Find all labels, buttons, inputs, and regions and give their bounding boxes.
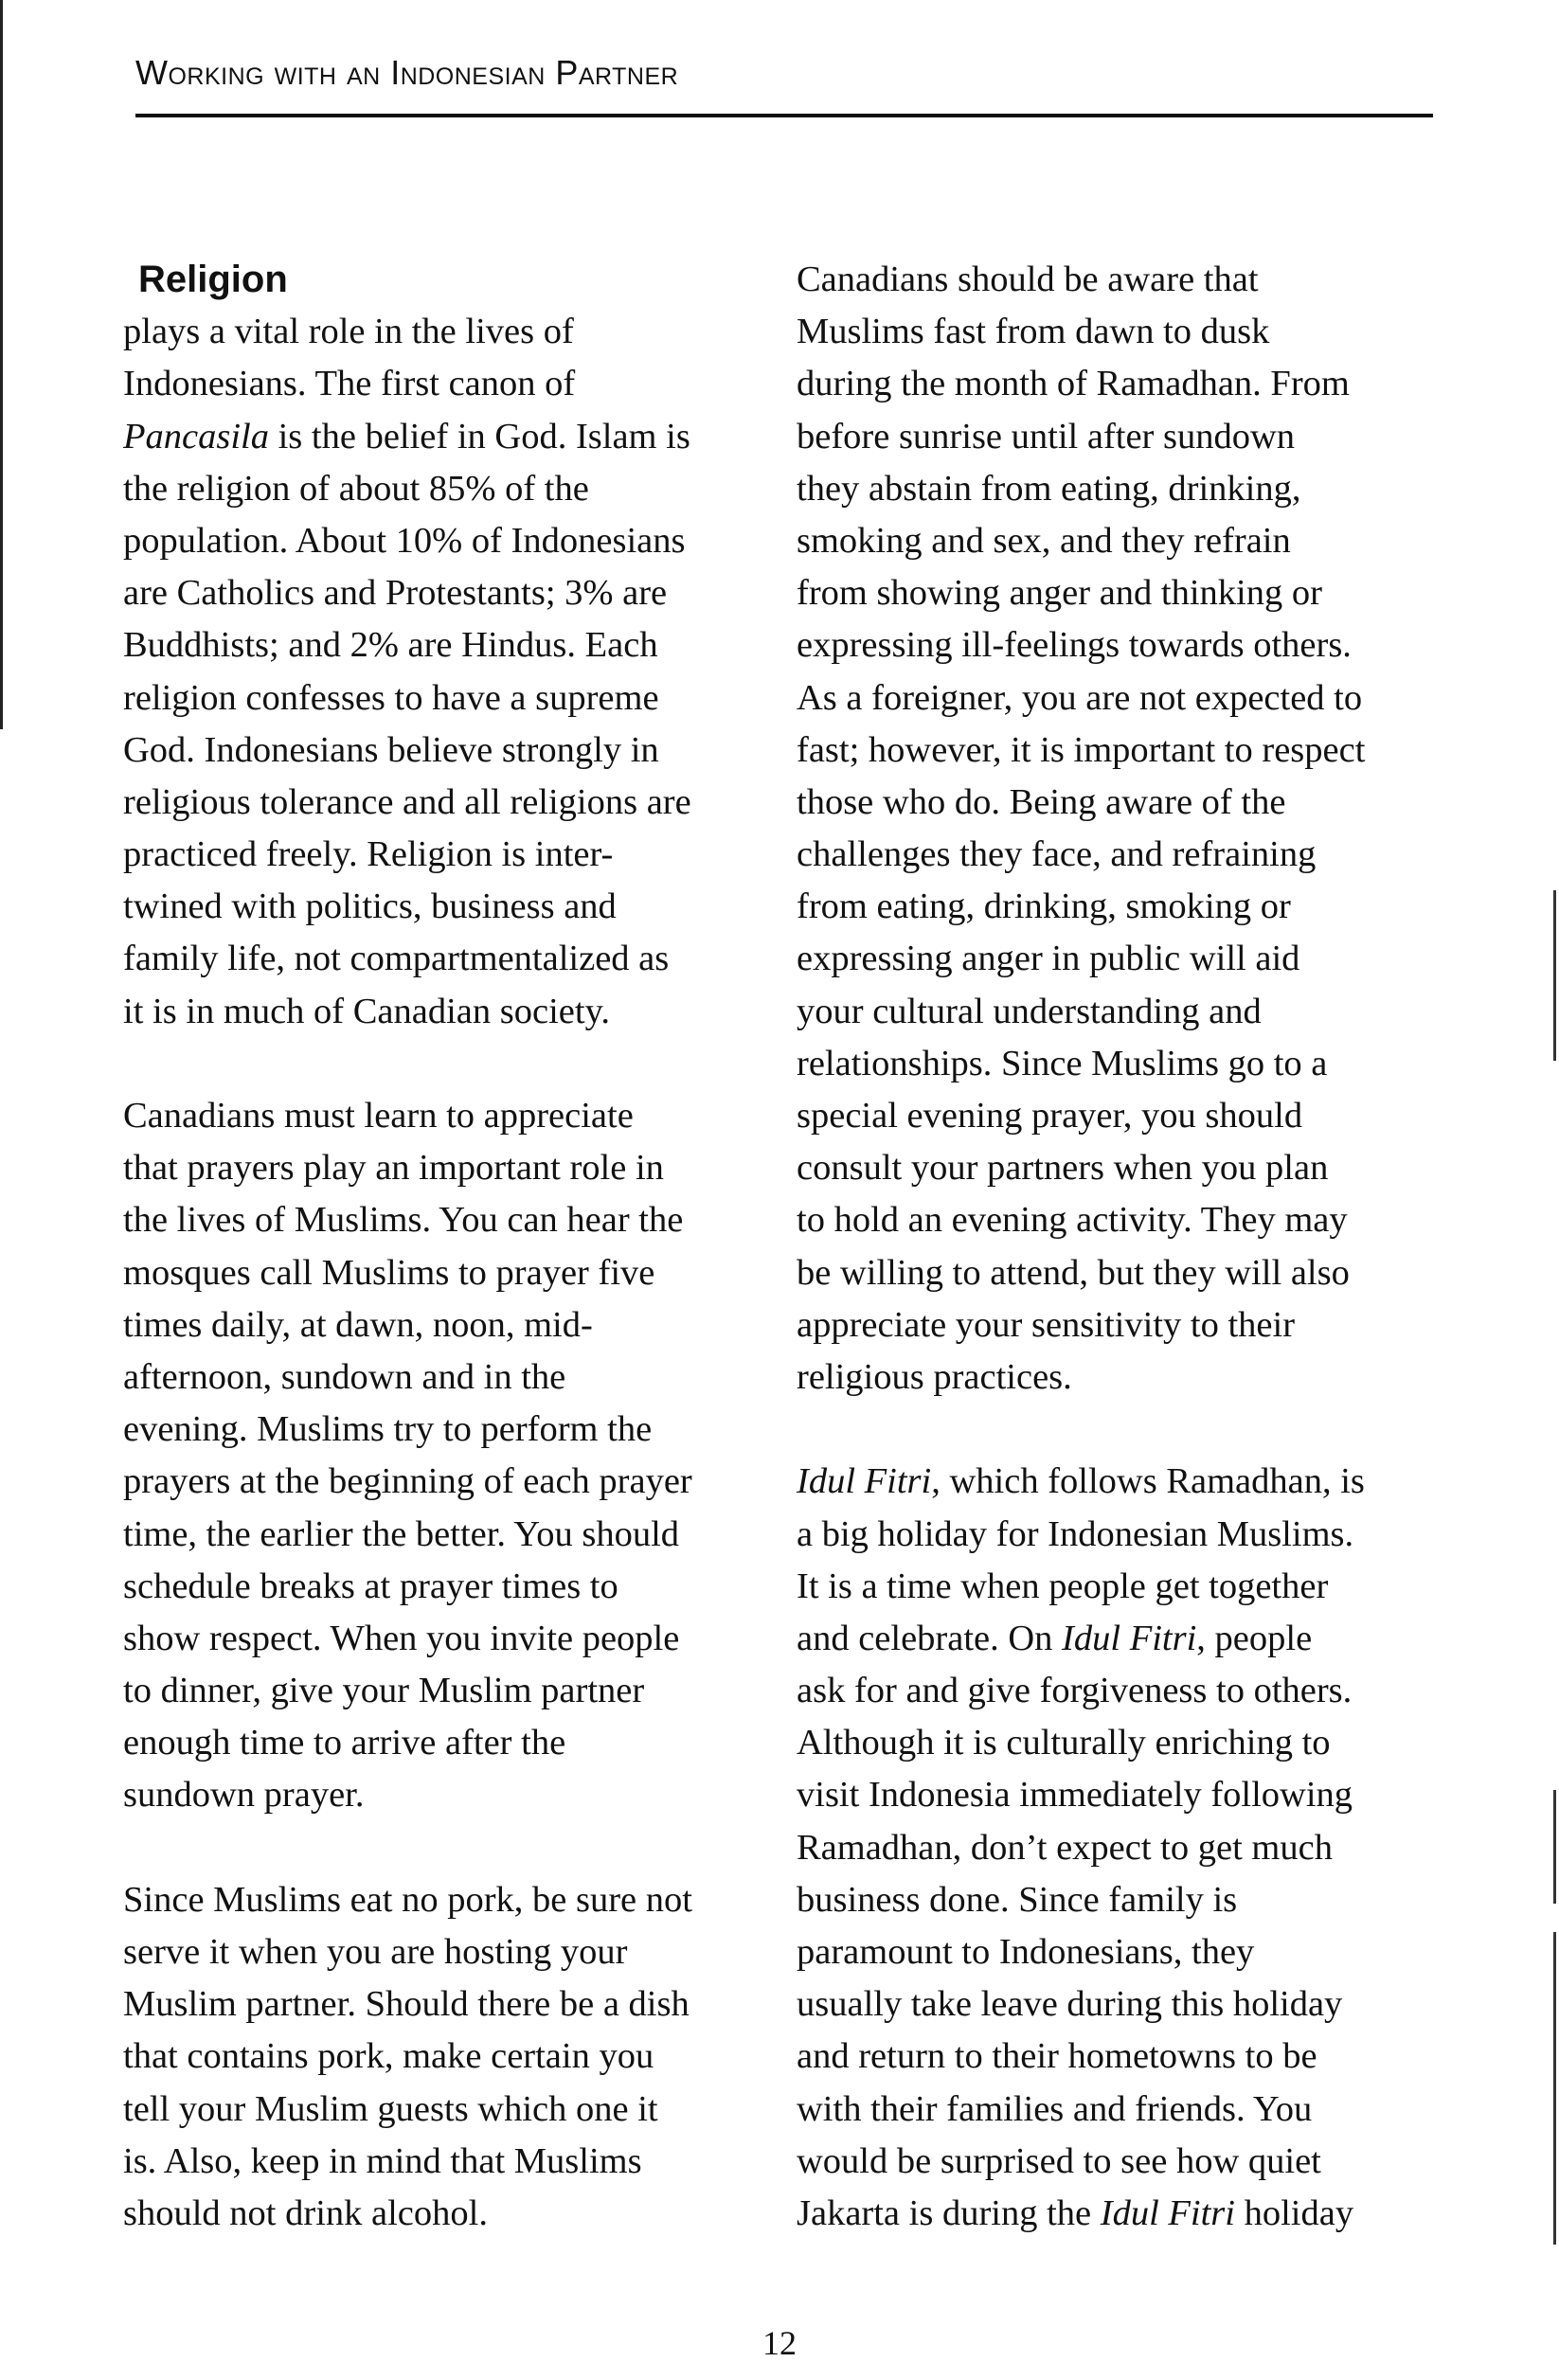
text-line: population. About 10% of Indonesians	[123, 520, 686, 561]
text-line: from showing anger and thinking or	[797, 573, 1322, 614]
text-line: visit Indonesia immediately following	[797, 1775, 1353, 1816]
text-line: religious tolerance and all religions are	[123, 781, 691, 822]
text-line: expressing anger in public will aid	[797, 939, 1300, 979]
italic-term: Pancasila	[123, 416, 269, 456]
text-line: and return to their hometowns to be	[797, 2036, 1317, 2077]
text-line: are Catholics and Protestants; 3% are	[123, 573, 668, 614]
text-run: holiday	[1234, 2192, 1354, 2233]
text-line: serve it when you are hosting your	[123, 1932, 628, 1972]
text-line: Canadians must learn to appreciate	[123, 1096, 634, 1136]
text-line	[797, 1456, 1441, 1508]
text-line: a big holiday for Indonesian Muslims.	[797, 1513, 1354, 1554]
text-line: Buddhists; and 2% are Hindus. Each	[123, 625, 658, 666]
text-line: with their families and friends. You	[797, 2088, 1313, 2129]
text-run: , which follows Ramadhan, is	[931, 1461, 1365, 1502]
text-line: plays a vital role in the lives of	[123, 312, 574, 352]
text-line: to dinner, give your Muslim partner	[123, 1671, 645, 1711]
paragraph-gap	[123, 1822, 777, 1874]
text-line: God. Indonesians believe strongly in	[123, 729, 659, 770]
italic-term: Idul Fitri	[1100, 2192, 1235, 2233]
right-column	[797, 254, 1441, 2240]
text-run: , people	[1196, 1618, 1313, 1658]
running-header	[135, 53, 1433, 119]
paragraph-gap	[797, 1404, 1441, 1456]
text-line: Although it is culturally enriching to	[797, 1723, 1331, 1763]
text-line: is. Also, keep in mind that Muslims	[123, 2140, 642, 2181]
text-line: Indonesians. The first canon of	[123, 364, 576, 404]
text-line: those who do. Being aware of the	[797, 781, 1286, 822]
text-line	[797, 2188, 1441, 2240]
text-run: Jakarta is during the	[797, 2192, 1101, 2233]
text-line: sundown prayer.	[123, 1775, 365, 1816]
text-line: family life, not compartmentalized as	[123, 939, 670, 979]
text-run: and celebrate. On	[797, 1618, 1063, 1658]
text-line: appreciate your sensitivity to their	[797, 1304, 1296, 1345]
scan-edge-mark	[1553, 1790, 1556, 1904]
scan-edge-mark	[1553, 890, 1556, 1061]
text-line	[797, 1613, 1441, 1665]
text-line: It is a time when people get together	[797, 1566, 1329, 1606]
text-line: special evening prayer, you should	[797, 1096, 1303, 1136]
text-line: mosques call Muslims to prayer five	[123, 1252, 655, 1293]
text-line: Muslim partner. Should there be a dish	[123, 1984, 690, 2025]
text-line: they abstain from eating, drinking,	[797, 468, 1301, 509]
paragraph-gap	[123, 1038, 777, 1090]
text-line: to hold an evening activity. They may	[797, 1200, 1348, 1241]
text-line: afternoon, sundown and in the	[123, 1356, 566, 1397]
text-line: religious practices.	[797, 1356, 1072, 1397]
text-line: smoking and sex, and they refrain	[797, 520, 1291, 561]
text-line: business done. Since family is	[797, 1879, 1238, 1920]
text-line: would be surprised to see how quiet	[797, 2140, 1321, 2181]
page-number: 12	[762, 2324, 797, 2362]
left-column	[123, 254, 777, 2240]
text-line: evening. Muslims try to perform the	[123, 1409, 653, 1450]
text-line: paramount to Indonesians, they	[797, 1932, 1255, 1972]
text-line: schedule breaks at prayer times to	[123, 1566, 618, 1606]
text-line: consult your partners when you plan	[797, 1148, 1329, 1189]
text-line: that contains pork, make certain you	[123, 2036, 654, 2077]
text-line: tell your Muslim guests which one it	[123, 2088, 658, 2129]
text-line: time, the earlier the better. You should	[123, 1513, 680, 1554]
header-title: Working with an Indonesian Partner	[135, 53, 679, 92]
text-line: ask for and give forgiveness to others.	[797, 1671, 1353, 1711]
text-line: before sunrise until after sundown	[797, 416, 1296, 456]
text-line: the religion of about 85% of the	[123, 468, 589, 509]
italic-term: Idul Fitri	[1062, 1618, 1197, 1658]
text-line: enough time to arrive after the	[123, 1723, 566, 1763]
text-line: that prayers play an important role in	[123, 1148, 664, 1189]
text-line: should not drink alcohol.	[123, 2192, 488, 2233]
text-line: expressing ill-feelings towards others.	[797, 625, 1352, 666]
header-rule	[135, 114, 1433, 117]
text-line: your cultural understanding and	[797, 991, 1262, 1031]
text-line: relationships. Since Muslims go to a	[797, 1043, 1328, 1083]
text-line: Muslims fast from dawn to dusk	[797, 312, 1270, 352]
text-line: the lives of Muslims. You can hear the	[123, 1200, 684, 1241]
text-line: challenges they face, and refraining	[797, 834, 1317, 875]
text-line: usually take leave during this holiday	[797, 1984, 1343, 2025]
text-line: twined with politics, business and	[123, 886, 617, 927]
scan-edge-mark	[1553, 1932, 1556, 2245]
text-line: from eating, drinking, smoking or	[797, 886, 1291, 927]
section-heading: Religion	[138, 259, 288, 300]
text-line: religion confesses to have a supreme	[123, 677, 659, 718]
text-line: fast; however, it is important to respect	[797, 729, 1366, 770]
text-line	[123, 411, 777, 463]
text-line: times daily, at dawn, noon, mid-	[123, 1304, 593, 1345]
text-line: practiced freely. Religion is inter-	[123, 834, 614, 875]
text-line: show respect. When you invite people	[123, 1618, 680, 1658]
scan-edge-mark	[0, 0, 3, 729]
text-line: prayers at the beginning of each prayer	[123, 1461, 692, 1502]
text-line: As a foreigner, you are not expected to	[797, 677, 1363, 718]
text-line: Canadians should be aware that	[797, 259, 1259, 299]
text-line: Since Muslims eat no pork, be sure not	[123, 1879, 692, 1920]
text-line: Ramadhan, don’t expect to get much	[797, 1827, 1333, 1868]
text-run: is the belief in God. Islam is	[268, 416, 690, 456]
text-line: be willing to attend, but they will also	[797, 1252, 1350, 1293]
text-line: during the month of Ramadhan. From	[797, 364, 1350, 404]
italic-term: Idul Fitri	[797, 1461, 932, 1502]
text-line: it is in much of Canadian society.	[123, 991, 610, 1031]
